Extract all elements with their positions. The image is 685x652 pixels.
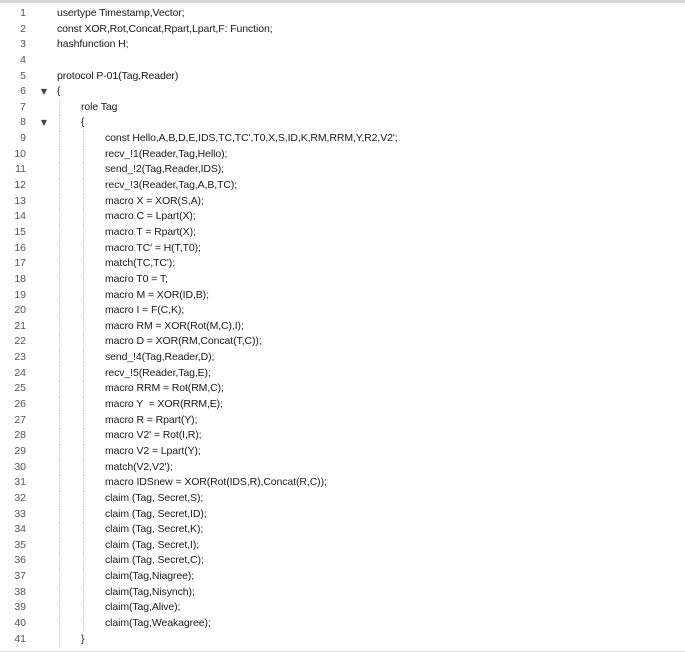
fold-toggle-icon[interactable]: ▼ xyxy=(40,87,48,97)
line-number: 18 xyxy=(14,272,26,285)
code-text[interactable]: match(V2,V2'); xyxy=(105,460,173,473)
code-line[interactable] xyxy=(0,522,685,538)
code-text[interactable]: macro I = F(C,K); xyxy=(105,304,185,317)
code-text[interactable]: match(TC,TC'); xyxy=(105,257,176,270)
indent-guide xyxy=(59,569,60,585)
indent-guide xyxy=(59,162,60,178)
line-number: 27 xyxy=(14,413,26,426)
indent-guide xyxy=(59,100,60,116)
code-line[interactable] xyxy=(0,397,685,413)
indent-guide xyxy=(59,366,60,382)
code-line[interactable] xyxy=(0,115,685,131)
line-number: 8 xyxy=(20,116,26,129)
indent-guide xyxy=(83,397,84,413)
line-number: 24 xyxy=(14,366,26,379)
line-number: 22 xyxy=(14,335,26,348)
line-number: 12 xyxy=(14,179,26,192)
indent-guide xyxy=(83,288,84,304)
code-line[interactable] xyxy=(0,241,685,257)
code-text[interactable]: hashfunction H; xyxy=(57,38,129,51)
indent-guide xyxy=(59,319,60,335)
indent-guide xyxy=(83,413,84,429)
code-text[interactable]: macro T = Rpart(X); xyxy=(105,225,196,238)
indent-guide xyxy=(59,600,60,616)
code-text[interactable]: claim (Tag, Secret,K); xyxy=(105,523,204,536)
code-line[interactable] xyxy=(0,100,685,116)
code-line[interactable] xyxy=(0,569,685,585)
code-line[interactable] xyxy=(0,53,685,69)
line-number: 25 xyxy=(14,382,26,395)
indent-guide xyxy=(83,381,84,397)
code-text[interactable]: recv_!3(Reader,Tag,A,B,TC); xyxy=(105,179,238,192)
line-number: 40 xyxy=(14,616,26,629)
code-line[interactable] xyxy=(0,334,685,350)
line-number: 13 xyxy=(14,194,26,207)
code-text[interactable]: usertype Timestamp,Vector; xyxy=(57,7,185,19)
code-line[interactable] xyxy=(0,303,685,319)
indent-guide xyxy=(59,209,60,225)
code-line[interactable] xyxy=(0,288,685,304)
indent-guide xyxy=(83,350,84,366)
line-number: 28 xyxy=(14,429,26,442)
code-line[interactable] xyxy=(0,319,685,335)
indent-guide xyxy=(59,616,60,632)
indent-guide xyxy=(59,585,60,601)
indent-guide xyxy=(59,178,60,194)
line-number: 37 xyxy=(14,570,26,583)
line-number: 6 xyxy=(20,85,26,98)
line-number: 1 xyxy=(20,7,26,19)
code-line[interactable] xyxy=(0,225,685,241)
code-text[interactable]: macro M = XOR(ID,B); xyxy=(105,288,209,301)
line-number: 17 xyxy=(14,257,26,270)
indent-guide xyxy=(83,538,84,554)
code-text[interactable]: macro X = XOR(S,A); xyxy=(105,194,204,207)
code-text[interactable]: claim (Tag, Secret,ID); xyxy=(105,507,207,520)
indent-guide xyxy=(83,319,84,335)
code-line[interactable] xyxy=(0,147,685,163)
code-line[interactable] xyxy=(0,22,685,38)
code-line[interactable] xyxy=(0,37,685,53)
indent-guide xyxy=(59,350,60,366)
indent-guide xyxy=(59,303,60,319)
line-number: 11 xyxy=(15,163,26,176)
indent-guide xyxy=(83,209,84,225)
indent-guide xyxy=(59,413,60,429)
indent-guide xyxy=(83,600,84,616)
line-number: 41 xyxy=(14,632,26,645)
code-line[interactable] xyxy=(0,84,685,100)
indent-guide xyxy=(83,225,84,241)
code-text[interactable]: protocol P-01(Tag,Reader) xyxy=(57,69,179,82)
code-text[interactable]: { xyxy=(57,85,61,98)
line-number: 39 xyxy=(14,601,26,614)
code-line[interactable] xyxy=(0,538,685,554)
code-line[interactable] xyxy=(0,69,685,85)
indent-guide xyxy=(83,522,84,538)
code-line[interactable] xyxy=(0,209,685,225)
code-line[interactable] xyxy=(0,194,685,210)
code-text[interactable]: macro V2' = Rot(I,R); xyxy=(105,429,202,442)
indent-guide xyxy=(59,256,60,272)
indent-guide xyxy=(83,178,84,194)
indent-guide xyxy=(59,147,60,163)
line-number: 31 xyxy=(14,476,26,489)
code-line[interactable] xyxy=(0,616,685,632)
code-text[interactable]: macro R = Rpart(Y); xyxy=(105,413,198,426)
code-text[interactable]: role Tag xyxy=(81,100,118,113)
code-text[interactable]: macro D = XOR(RM,Concat(T,C)); xyxy=(105,335,262,348)
code-line[interactable] xyxy=(0,256,685,272)
line-number: 29 xyxy=(14,444,26,457)
code-text[interactable]: const Hello,A,B,D,E,IDS,TC,TC',T0,X,S,ID,K,RM,RRM,Y,R2,V2'; xyxy=(105,132,398,145)
indent-guide xyxy=(59,194,60,210)
code-line[interactable] xyxy=(0,507,685,523)
line-number: 7 xyxy=(20,100,26,113)
code-text[interactable]: send_!4(Tag,Reader,D); xyxy=(105,351,215,364)
indent-guide xyxy=(83,194,84,210)
fold-toggle-icon[interactable]: ▼ xyxy=(40,118,48,128)
code-line[interactable] xyxy=(0,491,685,507)
code-line[interactable] xyxy=(0,585,685,601)
line-number: 19 xyxy=(14,288,26,301)
line-number: 21 xyxy=(14,319,26,332)
indent-guide xyxy=(83,475,84,491)
code-text[interactable]: } xyxy=(81,632,85,645)
indent-guide xyxy=(83,553,84,569)
code-text[interactable]: macro V2 = Lpart(Y); xyxy=(105,444,201,457)
code-line[interactable] xyxy=(0,632,685,648)
code-text[interactable]: const XOR,Rot,Concat,Rpart,Lpart,F: Function; xyxy=(57,22,273,35)
indent-guide xyxy=(83,241,84,257)
line-number: 2 xyxy=(20,22,26,35)
code-text[interactable]: claim(Tag,Niagree); xyxy=(105,570,195,583)
code-line[interactable] xyxy=(0,381,685,397)
indent-guide xyxy=(59,428,60,444)
code-line[interactable] xyxy=(0,444,685,460)
code-lines[interactable] xyxy=(0,6,685,647)
code-text[interactable]: macro IDSnew = XOR(Rot(IDS,R),Concat(R,C)); xyxy=(105,476,327,489)
code-text[interactable]: recv_!1(Reader,Tag,Hello); xyxy=(105,147,228,160)
line-number: 34 xyxy=(14,523,26,536)
code-text[interactable]: send_!2(Tag,Reader,IDS); xyxy=(105,163,225,176)
code-text[interactable]: macro Y = XOR(RRM,E); xyxy=(105,398,223,411)
indent-guide xyxy=(83,147,84,163)
code-text[interactable]: recv_!5(Reader,Tag,E); xyxy=(105,366,211,379)
indent-guide xyxy=(59,241,60,257)
indent-guide xyxy=(59,538,60,554)
code-text[interactable]: macro RM = XOR(Rot(M,C),I); xyxy=(105,319,244,332)
line-number: 30 xyxy=(14,460,26,473)
indent-guide xyxy=(83,162,84,178)
code-text[interactable]: claim(Tag,Nisynch); xyxy=(105,585,195,598)
line-number: 3 xyxy=(20,38,26,51)
indent-guide xyxy=(83,444,84,460)
code-text[interactable]: claim(Tag,Weakagree); xyxy=(105,616,211,629)
line-number: 9 xyxy=(20,132,26,145)
code-line[interactable] xyxy=(0,413,685,429)
indent-guide xyxy=(83,334,84,350)
indent-guide xyxy=(59,115,60,131)
indent-guide xyxy=(83,569,84,585)
code-text[interactable]: claim(Tag,Alive); xyxy=(105,601,181,614)
indent-guide xyxy=(83,256,84,272)
indent-guide xyxy=(59,288,60,304)
code-line[interactable] xyxy=(0,6,685,22)
code-line[interactable] xyxy=(0,272,685,288)
indent-guide xyxy=(59,460,60,476)
code-line[interactable] xyxy=(0,428,685,444)
line-number: 10 xyxy=(14,147,26,160)
line-number: 23 xyxy=(14,351,26,364)
line-number: 4 xyxy=(20,53,26,66)
code-line[interactable] xyxy=(0,475,685,491)
code-text[interactable]: macro T0 = T; xyxy=(105,272,168,285)
code-text[interactable]: macro C = Lpart(X); xyxy=(105,210,196,223)
code-text[interactable]: macro RRM = Rot(RM,C); xyxy=(105,382,224,395)
line-number: 35 xyxy=(14,538,26,551)
indent-guide xyxy=(83,366,84,382)
code-text[interactable]: macro TC' = H(T,T0); xyxy=(105,241,201,254)
code-line[interactable] xyxy=(0,600,685,616)
line-number: 14 xyxy=(14,210,26,223)
code-line[interactable] xyxy=(0,178,685,194)
indent-guide xyxy=(83,507,84,523)
indent-guide xyxy=(83,428,84,444)
line-number: 36 xyxy=(14,554,26,567)
indent-guide xyxy=(83,616,84,632)
code-line[interactable] xyxy=(0,350,685,366)
indent-guide xyxy=(83,272,84,288)
indent-guide xyxy=(83,491,84,507)
code-line[interactable] xyxy=(0,131,685,147)
indent-guide xyxy=(59,632,60,648)
indent-guide xyxy=(59,272,60,288)
indent-guide xyxy=(59,397,60,413)
indent-guide xyxy=(83,585,84,601)
line-number: 32 xyxy=(14,491,26,504)
code-text[interactable]: claim (Tag, Secret,S); xyxy=(105,491,204,504)
code-text[interactable]: claim (Tag, Secret,C); xyxy=(105,554,204,567)
indent-guide xyxy=(59,491,60,507)
indent-guide xyxy=(59,334,60,350)
indent-guide xyxy=(83,131,84,147)
indent-guide xyxy=(59,507,60,523)
code-text[interactable]: { xyxy=(81,116,85,129)
code-line[interactable] xyxy=(0,460,685,476)
line-number: 16 xyxy=(14,241,26,254)
line-number: 38 xyxy=(14,585,26,598)
indent-guide xyxy=(59,553,60,569)
indent-guide xyxy=(83,303,84,319)
line-number: 15 xyxy=(14,225,26,238)
code-line[interactable] xyxy=(0,162,685,178)
indent-guide xyxy=(59,225,60,241)
indent-guide xyxy=(59,444,60,460)
code-text[interactable]: claim (Tag, Secret,I); xyxy=(105,538,200,551)
indent-guide xyxy=(59,522,60,538)
code-line[interactable] xyxy=(0,553,685,569)
indent-guide xyxy=(59,475,60,491)
line-number: 20 xyxy=(14,304,26,317)
line-number: 33 xyxy=(14,507,26,520)
line-number: 26 xyxy=(14,398,26,411)
code-line[interactable] xyxy=(0,366,685,382)
indent-guide xyxy=(83,460,84,476)
line-number: 5 xyxy=(20,69,26,82)
indent-guide xyxy=(59,131,60,147)
indent-guide xyxy=(59,381,60,397)
